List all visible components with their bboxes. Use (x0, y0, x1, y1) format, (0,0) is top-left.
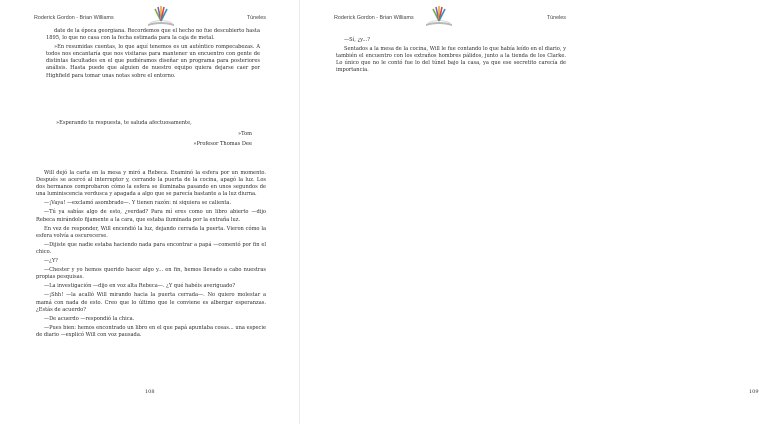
book-logo-icon (422, 6, 456, 28)
paragraph: —¿Y? (44, 258, 58, 265)
paragraph: —Sí, ¿y...? (344, 37, 370, 43)
header-title: Túneles (546, 15, 566, 21)
left-page (0, 0, 300, 424)
narrative-body (336, 37, 566, 76)
header-author: Roderick Gordon - Brian Williams (334, 15, 414, 21)
header-author: Roderick Gordon - Brian Williams (34, 15, 114, 21)
letter-paragraph: date de la época georgiana. Recordemos que el hecho no fue descubierto hasta 1895, lo que no casa con la fecha estimada para la caja de metal. (46, 28, 260, 42)
paragraph: —La investigación —dijo en voz alta Rebeca—. ¿Y qué habéis averiguado? (44, 283, 236, 290)
page-number: 109 (749, 389, 759, 395)
paragraph: —Pues bien: hemos encontrado un libro en el que papá apuntaba cosas... una especie de diario —explicó Will con voz pausada. (36, 324, 266, 338)
paragraph: —Tú ya sabías algo de esto, ¿verdad? Para mí eres como un libro abierto —dijo Rebeca mirándolo fijamente a la cara, que estaba iluminada por la extraña luz. (36, 209, 266, 223)
paragraph: Will dejó la carta en la mesa y miró a Rebeca. Examinó la esfera por un momento. Después se acercó al interruptor y, cerrando la puerta de la cocina, apagó la luz. Los dos hermanos comprobaron cómo la esfera se iluminaba pasando en unos segundos de una luminiscencia verdusca y apagada a algo que se parecía bastante a la luz diurna. (36, 170, 266, 198)
narrative-body (36, 170, 266, 341)
paragraph: —Dijiste que nadie estaba haciendo nada para encontrar a papá —comentó por fin el chico. (36, 241, 266, 255)
right-page (300, 0, 759, 424)
page-header (34, 11, 266, 25)
letter-signature (36, 120, 252, 148)
paragraph: —De acuerdo —respondió la chica. (44, 315, 135, 322)
book-logo-icon (144, 6, 178, 28)
letter-body (36, 28, 266, 82)
letter-closing: »Esperando tu respuesta, te saluda afectuosamente, (56, 120, 192, 126)
paragraph: Sentados a la mesa de la cocina, Will le fue contando lo que había leído en el diario, y también el encuentro con los extraños hombres pálidos, junto a la tienda de los Clarke. Lo único que no le contó fue lo del túnel bajo la casa, ya que ese secretito carecía de importancia. (336, 46, 566, 74)
paragraph: —¡Shh! —la acalló Will mirando hacia la puerta cerrada—. No quiero molestar a mamá con nada de esto. Creo que lo último que le conviene es albergar esperanzas. ¿Estás de acuerdo? (36, 292, 266, 313)
page-number: 108 (145, 389, 155, 395)
letter-paragraph: »En resumidas cuentas, lo que aquí tenemos es un auténtico rompecabezas. A todos nos encantaría que nos visitaras para mantener un encuentro con gente de distintas facultades en el que pudiéramos diseñar un programa para posteriores análisis. Hasta puede que alguien de nuestro equipo quiera dejarse caer por Highfield para tomar unas notas sobre el entorno. (46, 44, 260, 79)
paragraph: —¡Vaya! —exclamó asombrado—. Y tienen razón: ni siquiera se calienta. (44, 200, 232, 207)
signature-name: »Tom (237, 131, 252, 138)
paragraph: —Chester y yo hemos querido hacer algo y... en fin, hemos llevado a cabo nuestras propias pesquisas. (36, 267, 266, 281)
header-title: Túneles (246, 15, 266, 21)
page-header (334, 11, 566, 25)
signature-title: »Profesor Thomas Dee (193, 141, 252, 148)
paragraph: En vez de responder, Will encendió la luz, dejando cerrada la puerta. Vieron cómo la esfera volvía a oscurecerse. (36, 225, 266, 239)
